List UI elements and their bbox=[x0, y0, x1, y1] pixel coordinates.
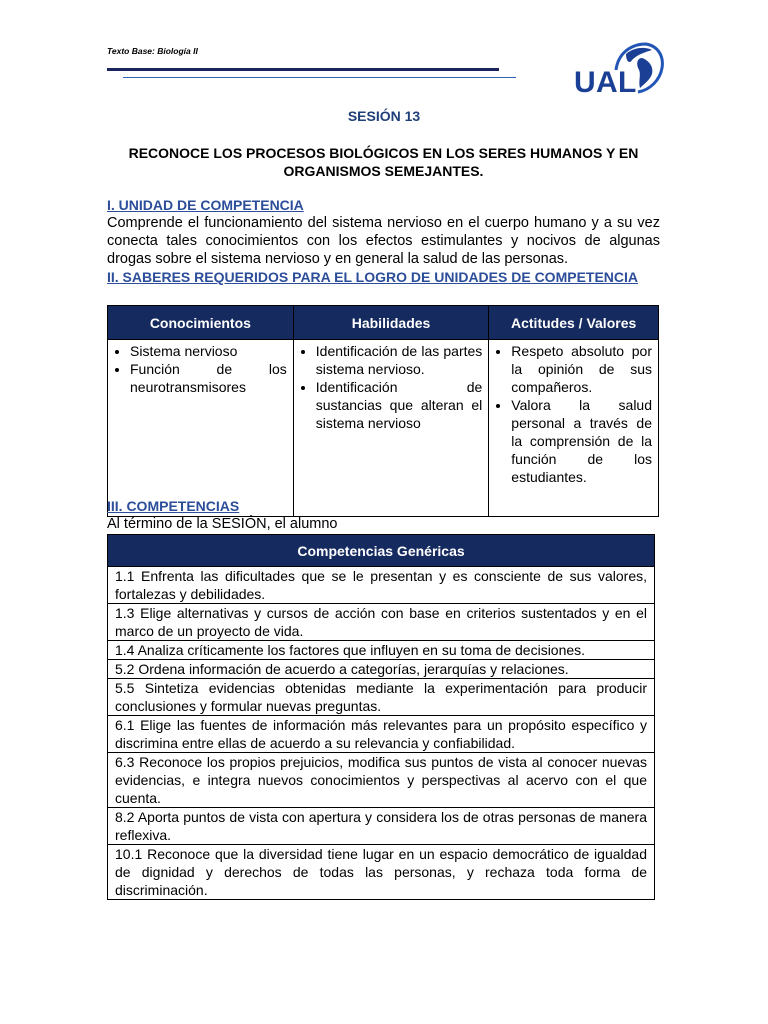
list-item: • Identificación de sustancias que alteran el sistema nervioso bbox=[316, 378, 483, 432]
svg-text:U: U bbox=[574, 66, 596, 98]
table-row: 1.3 Elige alternativas y cursos de acción con base en criterios sustentados y en el marco de un proyecto de vida. bbox=[108, 604, 655, 641]
section3-intro: Al término de la SESIÓN, el alumno bbox=[107, 516, 338, 532]
table-row: 8.2 Aporta puntos de vista con apertura y considera los de otras personas de manera reflexiva. bbox=[108, 808, 655, 845]
table-row: 10.1 Reconoce que la diversidad tiene lugar en un espacio democrático de igualdad de dignidad y derechos de todas las personas, y rechaza toda forma de discriminación. bbox=[108, 845, 655, 900]
cell-conocimientos bbox=[108, 340, 294, 517]
cell-habilidades bbox=[293, 340, 489, 517]
competencias-header: Competencias Genéricas bbox=[108, 535, 655, 567]
list-item: • Respeto absoluto por la opinión de sus compañeros. bbox=[511, 342, 652, 396]
table-row: 6.1 Elige las fuentes de información más relevantes para un propósito específico y discrimina entre ellas de acuerdo a su relevancia y confiabilidad. bbox=[108, 716, 655, 753]
list-item: • Identificación de las partes sistema nervioso. bbox=[316, 342, 483, 378]
session-title: SESIÓN 13 bbox=[347, 108, 421, 124]
header-rule-dark bbox=[107, 68, 499, 71]
col-actitudes: Actitudes / Valores bbox=[489, 306, 659, 340]
list-item: • Función de los neurotransmisores bbox=[130, 360, 287, 396]
header-text: Texto Base: Biología II bbox=[107, 46, 198, 56]
list-item: • Sistema nervioso bbox=[130, 342, 287, 360]
section1-text: Comprende el funcionamiento del sistema nervioso en el cuerpo humano y a su vez conecta tales conocimientos con los efectos estimulantes y nocivos de algunas drogas sobre el sistema nervioso y en general la salud de las personas. bbox=[107, 215, 660, 267]
table-row: 5.2 Ordena información de acuerdo a categorías, jerarquías y relaciones. bbox=[108, 660, 655, 679]
svg-text:L: L bbox=[618, 66, 637, 98]
col-conocimientos: Conocimientos bbox=[108, 306, 294, 340]
table-row: 1.1 Enfrenta las dificultades que se le presentan y es consciente de sus valores, fortalezas y debilidades. bbox=[108, 567, 655, 604]
col-habilidades: Habilidades bbox=[293, 306, 489, 340]
section1-heading: I. UNIDAD DE COMPETENCIA bbox=[107, 197, 304, 213]
section2-heading: II. SABERES REQUERIDOS PARA EL LOGRO DE UNIDADES DE COMPETENCIA bbox=[107, 269, 639, 285]
ual-logo bbox=[572, 40, 664, 98]
table-row: 6.3 Reconoce los propios prejuicios, modifica sus puntos de vista al conocer nuevas evidencias, e integra nuevos conocimientos y perspectivas al acervo con el que cuenta. bbox=[108, 753, 655, 808]
saberes-table bbox=[107, 305, 659, 517]
table-row: 1.4 Analiza críticamente los factores que influyen en su toma de decisiones. bbox=[108, 641, 655, 660]
header-rule-light bbox=[123, 77, 516, 78]
svg-text:A: A bbox=[596, 66, 618, 98]
section3-heading: III. COMPETENCIAS bbox=[107, 498, 240, 514]
list-item: • Valora la salud personal a través de la comprensión de la función de los estudiantes. bbox=[511, 396, 652, 486]
table-row: 5.5 Sintetiza evidencias obtenidas mediante la experimentación para producir conclusiones y formular nuevas preguntas. bbox=[108, 679, 655, 716]
main-title: RECONOCE LOS PROCESOS BIOLÓGICOS EN LOS SERES HUMANOS Y EN ORGANISMOS SEMEJANTES. bbox=[128, 145, 639, 179]
competencias-table bbox=[107, 534, 655, 900]
cell-actitudes bbox=[489, 340, 659, 517]
